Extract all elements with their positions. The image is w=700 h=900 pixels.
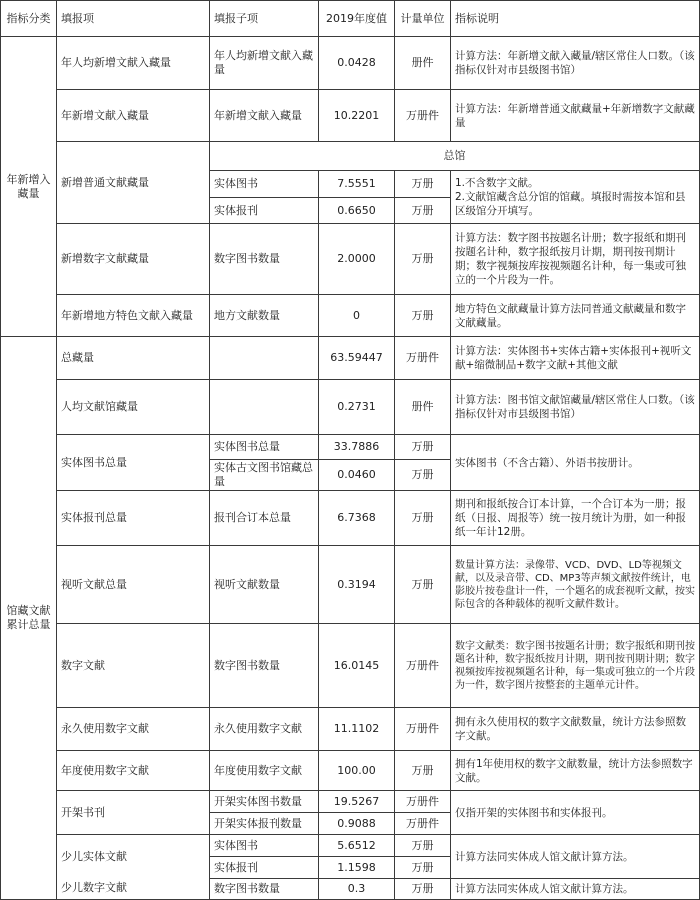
- row-value: 0.2731: [318, 379, 395, 435]
- row-subitem: 实体图书总量: [209, 434, 319, 460]
- row-item: 少儿实体文献: [56, 834, 210, 878]
- row-desc: 计算方法：年新增普通文献藏量+年新增数字文献藏量: [450, 89, 700, 142]
- row-subitem: 开架实体图书数量: [209, 790, 319, 813]
- header-category: 指标分类: [0, 0, 57, 37]
- row-subitem: 年人均新增文献入藏量: [209, 36, 319, 90]
- row-value: 63.59447: [318, 336, 395, 380]
- row-value: 0.3194: [318, 545, 395, 624]
- row-value: 0.3: [318, 878, 395, 900]
- row-unit: 万册件: [394, 790, 451, 813]
- row-item: 总藏量: [56, 336, 210, 380]
- row-subitem: [209, 336, 319, 380]
- row-zongguan: 总馆: [209, 141, 700, 171]
- row-subitem: 数字图书数量: [209, 623, 319, 708]
- row-value: 16.0145: [318, 623, 395, 708]
- row-unit: 万册件: [394, 623, 451, 708]
- row-item: 人均文献馆藏量: [56, 379, 210, 435]
- row-subitem: 实体报刊: [209, 856, 319, 879]
- category-annual-new: 年新增入藏量: [0, 36, 57, 337]
- row-value: 7.5551: [318, 170, 395, 198]
- row-item: 实体图书总量: [56, 434, 210, 491]
- row-desc: 实体图书（不含古籍）、外语书按册计。: [450, 434, 700, 491]
- row-unit: 万册: [394, 856, 451, 879]
- row-desc: 计算方法：实体图书+实体古籍+实体报刊+视听文献+缩微制品+数字文献+其他文献: [450, 336, 700, 380]
- row-desc: 1.不含数字文献。 2.文献馆藏含总分馆的馆藏。填报时需按本馆和县区级馆分开填写。: [450, 170, 700, 224]
- row-item: 年新增文献入藏量: [56, 89, 210, 142]
- header-desc: 指标说明: [450, 0, 700, 37]
- row-subitem: 数字图书数量: [209, 878, 319, 900]
- row-desc: 拥有永久使用权的数字文献数量，统计方法参照数字文献。: [450, 707, 700, 751]
- row-value: 1.1598: [318, 856, 395, 879]
- row-unit: 万册: [394, 223, 451, 295]
- row-unit: 万册: [394, 294, 451, 337]
- row-subitem: 实体报刊: [209, 197, 319, 224]
- row-unit: 册件: [394, 379, 451, 435]
- row-item: 年度使用数字文献: [56, 750, 210, 791]
- row-subitem: 视听文献数量: [209, 545, 319, 624]
- row-desc: 数量计算方法：录像带、VCD、DVD、LD等视频文献，以及录音带、CD、MP3等声频文献按件统计，电影胶片按卷盘计一件，一个题名的成套视听文献，按实际包含的各种载体的视听文献件数计。: [450, 545, 700, 624]
- row-value: 6.7368: [318, 490, 395, 546]
- row-unit: 万册件: [394, 812, 451, 835]
- row-desc: 拥有1年使用权的数字文献数量，统计方法参照数字文献。: [450, 750, 700, 791]
- row-unit: 万册: [394, 459, 451, 491]
- row-desc: 计算方法：数字图书按题名计册；数字报纸和期刊按题名计种，数字报纸按月计期，期刊按刊期计期；数字视频按库按视频题名计种，每一集或可独立的一个片段为一件。: [450, 223, 700, 295]
- row-value: 100.00: [318, 750, 395, 791]
- row-unit: 万册: [394, 834, 451, 857]
- row-item: 年新增地方特色文献入藏量: [56, 294, 210, 337]
- row-value: 11.1102: [318, 707, 395, 751]
- category-collection-total: 馆藏文献累计总量: [0, 336, 57, 900]
- row-item: 实体报刊总量: [56, 490, 210, 546]
- row-subitem: 实体古文图书馆藏总量: [209, 459, 319, 491]
- row-value: 5.6512: [318, 834, 395, 857]
- row-unit: 万册: [394, 197, 451, 224]
- row-item: 视听文献总量: [56, 545, 210, 624]
- row-desc: 地方特色文献藏量计算方法同普通文献藏量和数字文献藏量。: [450, 294, 700, 337]
- row-desc: 计算方法同实体成人馆文献计算方法。: [450, 834, 700, 879]
- row-subitem: 实体图书: [209, 170, 319, 198]
- row-value: 33.7886: [318, 434, 395, 460]
- row-value: 0.0460: [318, 459, 395, 491]
- row-subitem: 开架实体报刊数量: [209, 812, 319, 835]
- row-item: 数字文献: [56, 623, 210, 708]
- row-desc: 期刊和报纸按合订本计算，一个合订本为一册；报纸（日报、周报等）统一按月统计为册，如一种报纸一年计12册。: [450, 490, 700, 546]
- row-value: 0.0428: [318, 36, 395, 90]
- row-unit: 册件: [394, 36, 451, 90]
- row-unit: 万册: [394, 750, 451, 791]
- row-subitem: 实体图书: [209, 834, 319, 857]
- row-item: 新增普通文献藏量: [56, 141, 210, 224]
- row-desc: 计算方法同实体成人馆文献计算方法。: [450, 878, 700, 900]
- row-unit: 万册件: [394, 336, 451, 380]
- row-unit: 万册: [394, 490, 451, 546]
- row-subitem: 年度使用数字文献: [209, 750, 319, 791]
- row-unit: 万册件: [394, 707, 451, 751]
- row-value: 0.6650: [318, 197, 395, 224]
- row-unit: 万册: [394, 545, 451, 624]
- row-unit: 万册: [394, 434, 451, 460]
- row-item: 少儿数字文献: [56, 877, 210, 900]
- row-item: 新增数字文献藏量: [56, 223, 210, 295]
- row-value: 0: [318, 294, 395, 337]
- header-item: 填报项: [56, 0, 210, 37]
- row-desc: 计算方法：图书馆文献馆藏量/辖区常住人口数。（该指标仅针对市县级图书馆）: [450, 379, 700, 435]
- row-unit: 万册件: [394, 89, 451, 142]
- row-unit: 万册: [394, 170, 451, 198]
- row-item: 开架书刊: [56, 790, 210, 835]
- row-desc: 仅指开架的实体图书和实体报刊。: [450, 790, 700, 835]
- row-value: 10.2201: [318, 89, 395, 142]
- row-subitem: [209, 379, 319, 435]
- header-value: 2019年度值: [318, 0, 395, 37]
- row-subitem: 报刊合订本总量: [209, 490, 319, 546]
- row-value: 19.5267: [318, 790, 395, 813]
- row-subitem: 数字图书数量: [209, 223, 319, 295]
- row-unit: 万册: [394, 878, 451, 900]
- row-desc: 计算方法：年新增文献入藏量/辖区常住人口数。（该指标仅针对市县级图书馆）: [450, 36, 700, 90]
- row-item: 永久使用数字文献: [56, 707, 210, 751]
- header-unit: 计量单位: [394, 0, 451, 37]
- row-value: 2.0000: [318, 223, 395, 295]
- header-subitem: 填报子项: [209, 0, 319, 37]
- row-item: 年人均新增文献入藏量: [56, 36, 210, 90]
- row-value: 0.9088: [318, 812, 395, 835]
- row-subitem: 永久使用数字文献: [209, 707, 319, 751]
- row-desc: 数字文献类：数字图书按题名计册；数字报纸和期刊按题名计种，数字报纸按月计期，期刊按刊期计期；数字视频按库按视频题名计种，每一集或可独立的一个片段为一件，数字图片按整套的主题单元计件。: [450, 623, 700, 708]
- row-subitem: 年新增文献入藏量: [209, 89, 319, 142]
- row-subitem: 地方文献数量: [209, 294, 319, 337]
